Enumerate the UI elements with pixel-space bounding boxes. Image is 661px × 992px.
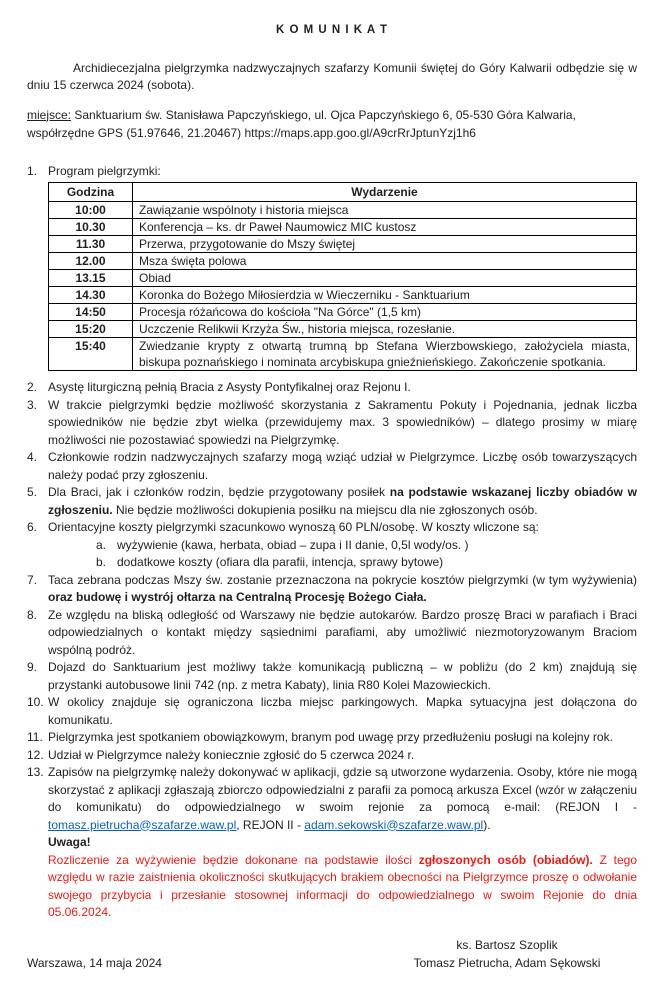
text-segment: Rozliczenie za wyżywienie będzie dokonane na podstawie ilości: [48, 852, 419, 867]
footer: [27, 936, 637, 972]
text-segment: Zapisów na pielgrzymkę należy dokonywać w aplikacji, gdzie są utworzone wydarzenia. Osoby, które nie mogą skorzystać z aplikacji zgłaszają zbiorczo odpowiedzialni z parafii za pomocą arkusza Excel (wzór w załączeniu do komunikatu) do odpowiedzialnego w swoim rejonie za pomocą e-mail: (REJON I -: [48, 765, 637, 814]
list-item-13: [27, 764, 637, 922]
text-segment: Orientacyjne koszty pielgrzymki szacunkowo wynoszą 60 PLN/osobę. W koszty wliczone są:: [48, 520, 539, 534]
list-item-8: [27, 607, 637, 660]
list-item-number: 13.: [27, 765, 44, 779]
text-segment: na podstawie wskazanej liczby obiadów w zgłoszeniu.: [48, 485, 637, 517]
sub-list-marker: b.: [96, 555, 107, 569]
signature-block: [377, 936, 637, 972]
list-paragraph: [48, 572, 637, 607]
text-segment: zgłoszonych osób (obiadów).: [418, 852, 593, 867]
place-text: Sanktuarium św. Stanisława Papczyńskiego, ul. Ojca Papczyńskiego 6, 05-530 Góra Kalwaria, współrzędne GPS (51.97646, 21.20467) https://maps.app.goo.gl/A9crRrJptunYzj1h6: [27, 107, 576, 140]
text-segment: Z tego względu w razie zaistnienia okoliczności skutkujących brakiem obecności na Pielgrzymce proszę o odwołanie swojego przybycia i przesłanie stosownej informacji do odpowiedzialnego w swoim Rejonie do dnia 05.06.2024.: [48, 852, 637, 919]
list-paragraph: [48, 729, 637, 747]
text-segment: Ze względu na bliską odległość od Warszawy nie będzie autokarów. Bardzo proszę Braci w parafiach i Braci odpowiedzialnych o kontakt między sąsiednimi parafiami, aby umożliwić niezmotoryzowanym Braciom wspólną podróż.: [48, 607, 637, 657]
list-item-11: [27, 729, 637, 747]
table-row: [49, 270, 637, 287]
list-item-4: [27, 449, 637, 484]
time-cell: 10.30: [49, 219, 133, 236]
text-segment: Taca zebrana podczas Mszy św. zostanie przeznaczona na pokrycie kosztów pielgrzymki (w tym wyżywienia): [48, 572, 637, 587]
list-item-3: [27, 397, 637, 450]
signature-names: Tomasz Pietrucha, Adam Sękowski: [413, 956, 601, 970]
text-segment: , REJON II -: [236, 817, 305, 832]
event-cell: Uczczenie Relikwii Krzyża Św., historia miejsca, rozesłanie.: [133, 321, 637, 338]
list-item-number: 12.: [27, 747, 44, 762]
list-paragraph: [48, 397, 637, 450]
sub-list: [48, 537, 637, 572]
text-segment: Uwaga!: [48, 835, 91, 849]
text-segment: W okolicy znajduje się ograniczona liczba miejsc parkingowych. Mapka sytuacyjna jest dołączona do komunikatu.: [48, 695, 637, 727]
list-paragraph: [48, 607, 637, 660]
list-item-12: [27, 747, 637, 765]
table-row: [49, 321, 637, 338]
table-row: [49, 219, 637, 236]
list-paragraph: [48, 659, 637, 694]
list-item-number: 7.: [27, 572, 38, 587]
list-item-1: [27, 163, 637, 372]
table-header-time: Godzina: [49, 183, 133, 202]
event-cell: Msza święta polowa: [133, 253, 637, 270]
table-row: [49, 287, 637, 304]
text-segment: Dla Braci, jak i członków rodzin, będzie przygotowany posiłek: [48, 485, 390, 499]
list-item-number: 9.: [27, 660, 38, 674]
text-segment: ).: [483, 817, 491, 832]
sub-list-item: [96, 554, 637, 572]
text-segment: wyżywienie (kawa, herbata, obiad – zupa i II danie, 0,5l wody/os. ): [117, 537, 469, 552]
event-cell: Konferencja – ks. dr Paweł Naumowicz MIC kustosz: [133, 219, 637, 236]
list-item-number: 4.: [27, 450, 38, 464]
list-paragraph: [48, 834, 637, 852]
email-link[interactable]: adam.sekowski@szafarze.waw.pl: [304, 817, 484, 832]
list-paragraph: [48, 519, 637, 537]
list-item-2: [27, 379, 637, 397]
list-item-9: [27, 659, 637, 694]
list-paragraph: [48, 484, 637, 519]
list-item-number: 2.: [27, 380, 38, 394]
table-header-row: [49, 183, 637, 202]
list-item-number: 10.: [27, 695, 44, 709]
text-segment: oraz budowę i wystrój ołtarza na Centralną Procesję Bożego Ciała.: [48, 590, 427, 604]
page-title: K O M U N I K A T: [276, 24, 388, 36]
time-cell: 12.00: [49, 253, 133, 270]
event-cell: Przerwa, przygotowanie do Mszy świętej: [133, 236, 637, 253]
list-item-7: [27, 572, 637, 607]
list-item-6: [27, 519, 637, 572]
list-paragraph: [48, 764, 637, 834]
event-cell: Procesja różańcowa do kościoła "Na Górce" (1,5 km): [133, 304, 637, 321]
time-cell: 11.30: [49, 236, 133, 253]
table-row: [49, 304, 637, 321]
event-cell: Zwiedzanie krypty z otwartą trumną bp Stefana Wierzbowskiego, założyciela miasta, biskupa poznańskiego i nominata arcybiskupa gnieźnieńskiego. Zakończenie spotkania.: [133, 338, 637, 371]
program-table: [48, 182, 637, 371]
intro-paragraph: Archidiecezjalna pielgrzymka nadzwyczajnych szafarzy Komunii świętej do Góry Kalwarii odbędzie się w dniu 15 czerwca 2024 (sobota).: [27, 60, 637, 92]
list-item-number: 3.: [27, 397, 38, 412]
event-cell: Zawiązanie wspólnoty i historia miejsca: [133, 202, 637, 219]
list-item-number: 5.: [27, 485, 38, 499]
event-cell: Koronka do Bożego Miłosierdzia w Wieczerniku - Sanktuarium: [133, 287, 637, 304]
program-table-body: [49, 202, 637, 371]
time-cell: 15:40: [49, 338, 133, 371]
program-label: Program pielgrzymki:: [48, 163, 161, 178]
sub-list-marker: a.: [96, 537, 107, 552]
time-cell: 14.30: [49, 287, 133, 304]
list-item-10: [27, 694, 637, 729]
time-cell: 10:00: [49, 202, 133, 219]
list-item-number: 11.: [27, 730, 43, 744]
table-row: [49, 236, 637, 253]
list-paragraph: [48, 449, 637, 484]
text-segment: Pielgrzymka jest spotkaniem obowiązkowym, branym pod uwagę przy przedłużeniu posługi na kolejny rok.: [48, 730, 613, 744]
numbered-list: [27, 379, 637, 922]
date-line: Warszawa, 14 maja 2024: [27, 955, 162, 970]
table-row: [49, 202, 637, 219]
time-cell: 15:20: [49, 321, 133, 338]
sub-list-item: [96, 537, 637, 555]
place-paragraph: [27, 106, 637, 143]
place-label: miejsce:: [27, 107, 72, 122]
text-segment: Dojazd do Sanktuarium jest możliwy także komunikacją publiczną – w pobliżu (do 2 km) znajdują się przystanki autobusowe linii 742 (np. z metra Kabaty), linia R80 Kolei Mazowieckich.: [48, 660, 637, 692]
text-segment: dodatkowe koszty (ofiara dla parafii, intencja, sprawy bytowe): [117, 555, 444, 569]
list-item-5: [27, 484, 637, 519]
time-cell: 13.15: [49, 270, 133, 287]
text-segment: Asystę liturgiczną pełnią Bracia z Asysty Pontyfikalnej oraz Rejonu I.: [48, 380, 411, 394]
text-segment: W trakcie pielgrzymki będzie możliwość skorzystania z Sakramentu Pokuty i Pojednania, jednak liczba spowiedników nie będzie zbyt wielka (przewidujemy max. 3 spowiedników) – dlatego prosimy w miarę możliwości nie pozostawiać spowiedzi na Pielgrzymkę.: [48, 397, 637, 447]
text-segment: Członkowie rodzin nadzwyczajnych szafarzy mogą wziąć udział w Pielgrzymce. Liczbę osób towarzyszących należy podać przy zgłoszeniu.: [48, 450, 637, 482]
list-paragraph: [48, 747, 637, 765]
table-header-event: Wydarzenie: [133, 183, 637, 202]
list-item-number: 1.: [27, 163, 38, 178]
email-link[interactable]: tomasz.pietrucha@szafarze.waw.pl: [48, 817, 237, 832]
list-paragraph: [48, 852, 637, 922]
list-paragraph: [48, 694, 637, 729]
list-paragraph: [48, 379, 637, 397]
event-cell: Obiad: [133, 270, 637, 287]
list-item-number: 8.: [27, 607, 38, 622]
text-segment: Udział w Pielgrzymce należy koniecznie zgłosić do 5 czerwca 2024 r.: [48, 747, 415, 762]
list-item-number: 6.: [27, 520, 38, 534]
text-segment: Nie będzie możliwości dokupienia posiłku na miejscu dla nie zgłoszonych osób.: [112, 502, 538, 517]
time-cell: 14:50: [49, 304, 133, 321]
signature-priest: ks. Bartosz Szoplik: [456, 938, 558, 952]
table-row: [49, 253, 637, 270]
table-row: [49, 338, 637, 371]
